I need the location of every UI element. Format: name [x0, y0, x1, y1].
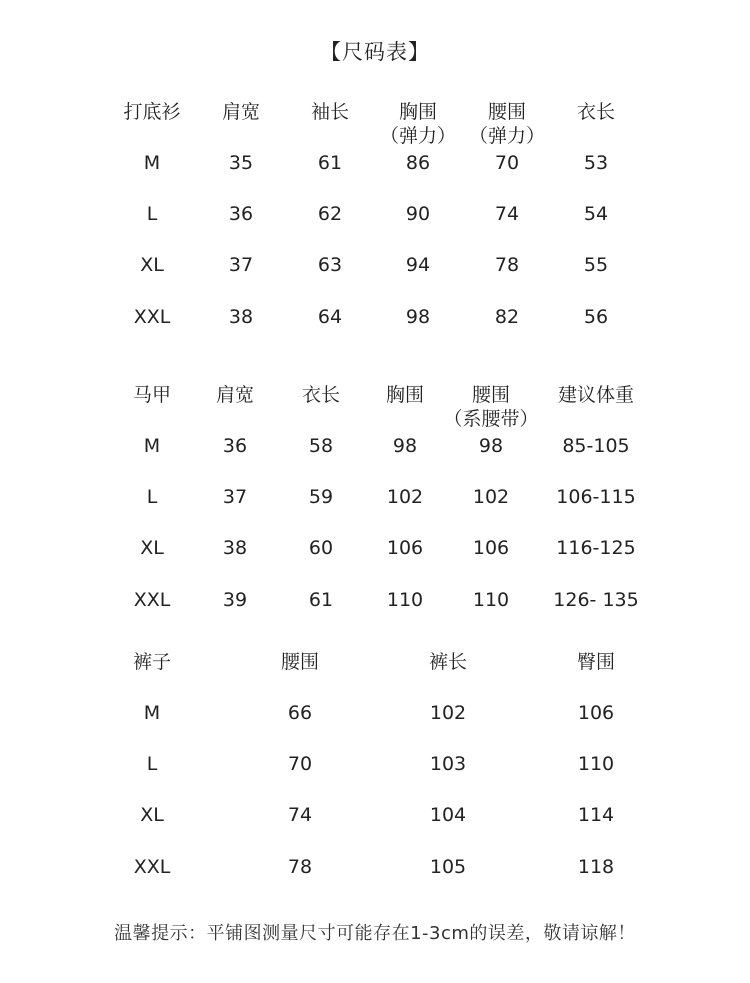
measurement-cell: 98 [478, 435, 504, 457]
table-header-row [0, 650, 750, 680]
size-label-cell: XXL [133, 589, 171, 611]
measurement-cell: 56 [583, 306, 609, 328]
header-label: 腰围 [280, 651, 319, 673]
measurement-cell: 70 [287, 753, 313, 775]
measurement-cell: 98 [392, 435, 418, 457]
measurement-cell: 55 [583, 254, 609, 276]
measurement-cell: 66 [287, 702, 313, 724]
measurement-cell: 102 [429, 702, 467, 724]
size-label-cell: XXL [133, 306, 171, 328]
header-label: 打底衫 [123, 101, 181, 123]
header-cell [526, 650, 666, 674]
size-label-cell: L [146, 753, 158, 775]
measurement-cell: 110 [386, 589, 424, 611]
measurement-cell: 61 [308, 589, 334, 611]
table-row [0, 588, 750, 618]
measurement-cell: 37 [228, 254, 254, 276]
header-sublabel: （弹力） [379, 125, 456, 147]
size-label-cell: M [143, 435, 161, 457]
header-label: 肩宽 [221, 101, 260, 123]
header-label: 臀围 [576, 651, 615, 673]
measurement-cell: 102 [386, 486, 424, 508]
header-label: 建议体重 [557, 384, 634, 406]
measurement-cell: 94 [405, 254, 431, 276]
header-label: 衣长 [576, 101, 615, 123]
header-label: 衣长 [301, 384, 340, 406]
measurement-cell: 61 [317, 152, 343, 174]
measurement-cell: 38 [222, 537, 248, 559]
measurement-cell: 54 [583, 203, 609, 225]
measurement-cell: 105 [429, 856, 467, 878]
measurement-note: 温馨提示：平铺图测量尺寸可能存在1-3cm的误差，敬请谅解！ [114, 923, 636, 944]
measurement-cell: 116-125 [556, 537, 636, 559]
size-label-cell: M [143, 702, 161, 724]
measurement-cell: 36 [228, 203, 254, 225]
measurement-cell: 70 [494, 152, 520, 174]
measurement-cell: 62 [317, 203, 343, 225]
measurement-cell: 126- 135 [553, 589, 639, 611]
measurement-cell: 106 [472, 537, 510, 559]
size-label-cell: XXL [133, 856, 171, 878]
measurement-cell: 58 [308, 435, 334, 457]
header-cell [378, 650, 518, 674]
measurement-cell: 63 [317, 254, 343, 276]
size-label-cell: XL [140, 537, 164, 559]
header-label: 胸围 [398, 101, 437, 123]
measurement-cell: 36 [222, 435, 248, 457]
header-cell [526, 383, 666, 407]
header-cell [526, 100, 666, 124]
table-header-row [0, 383, 750, 430]
table-row [0, 536, 750, 566]
measurement-cell: 110 [577, 753, 615, 775]
measurement-cell: 64 [317, 306, 343, 328]
measurement-cell: 103 [429, 753, 467, 775]
measurement-cell: 98 [405, 306, 431, 328]
size-label-cell: L [146, 203, 158, 225]
measurement-cell: 114 [577, 804, 615, 826]
header-cell [230, 650, 370, 674]
size-label-cell: XL [140, 804, 164, 826]
measurement-cell: 90 [405, 203, 431, 225]
table-header-row [0, 100, 750, 147]
measurement-cell: 78 [494, 254, 520, 276]
header-sublabel: （系腰带） [443, 408, 539, 430]
header-label: 胸围 [385, 384, 424, 406]
measurement-cell: 60 [308, 537, 334, 559]
measurement-cell: 86 [405, 152, 431, 174]
header-label: 腰围 [487, 101, 526, 123]
table-row [0, 305, 750, 335]
measurement-cell: 35 [228, 152, 254, 174]
measurement-cell: 37 [222, 486, 248, 508]
page-title: 【尺码表】 [320, 40, 430, 64]
measurement-cell: 74 [287, 804, 313, 826]
measurement-cell: 85-105 [562, 435, 630, 457]
size-label-cell: XL [140, 254, 164, 276]
measurement-cell: 106-115 [556, 486, 636, 508]
header-label: 裤子 [132, 651, 171, 673]
measurement-cell: 110 [472, 589, 510, 611]
table-row [0, 151, 750, 181]
table-row [0, 752, 750, 782]
header-label: 袖长 [310, 101, 349, 123]
measurement-cell: 78 [287, 856, 313, 878]
measurement-cell: 39 [222, 589, 248, 611]
table-row [0, 485, 750, 515]
measurement-cell: 59 [308, 486, 334, 508]
table-row [0, 202, 750, 232]
measurement-cell: 102 [472, 486, 510, 508]
header-label: 裤长 [428, 651, 467, 673]
table-row [0, 855, 750, 885]
table-row [0, 803, 750, 833]
header-label: 肩宽 [215, 384, 254, 406]
measurement-cell: 118 [577, 856, 615, 878]
measurement-cell: 53 [583, 152, 609, 174]
header-label: 腰围 [471, 384, 510, 406]
measurement-cell: 104 [429, 804, 467, 826]
table-row [0, 434, 750, 464]
header-sublabel: （弹力） [468, 125, 545, 147]
measurement-cell: 106 [386, 537, 424, 559]
header-cell [82, 650, 222, 674]
measurement-cell: 38 [228, 306, 254, 328]
size-label-cell: M [143, 152, 161, 174]
table-row [0, 253, 750, 283]
size-label-cell: L [146, 486, 158, 508]
header-label: 马甲 [132, 384, 171, 406]
table-row [0, 701, 750, 731]
measurement-cell: 106 [577, 702, 615, 724]
measurement-cell: 82 [494, 306, 520, 328]
measurement-cell: 74 [494, 203, 520, 225]
